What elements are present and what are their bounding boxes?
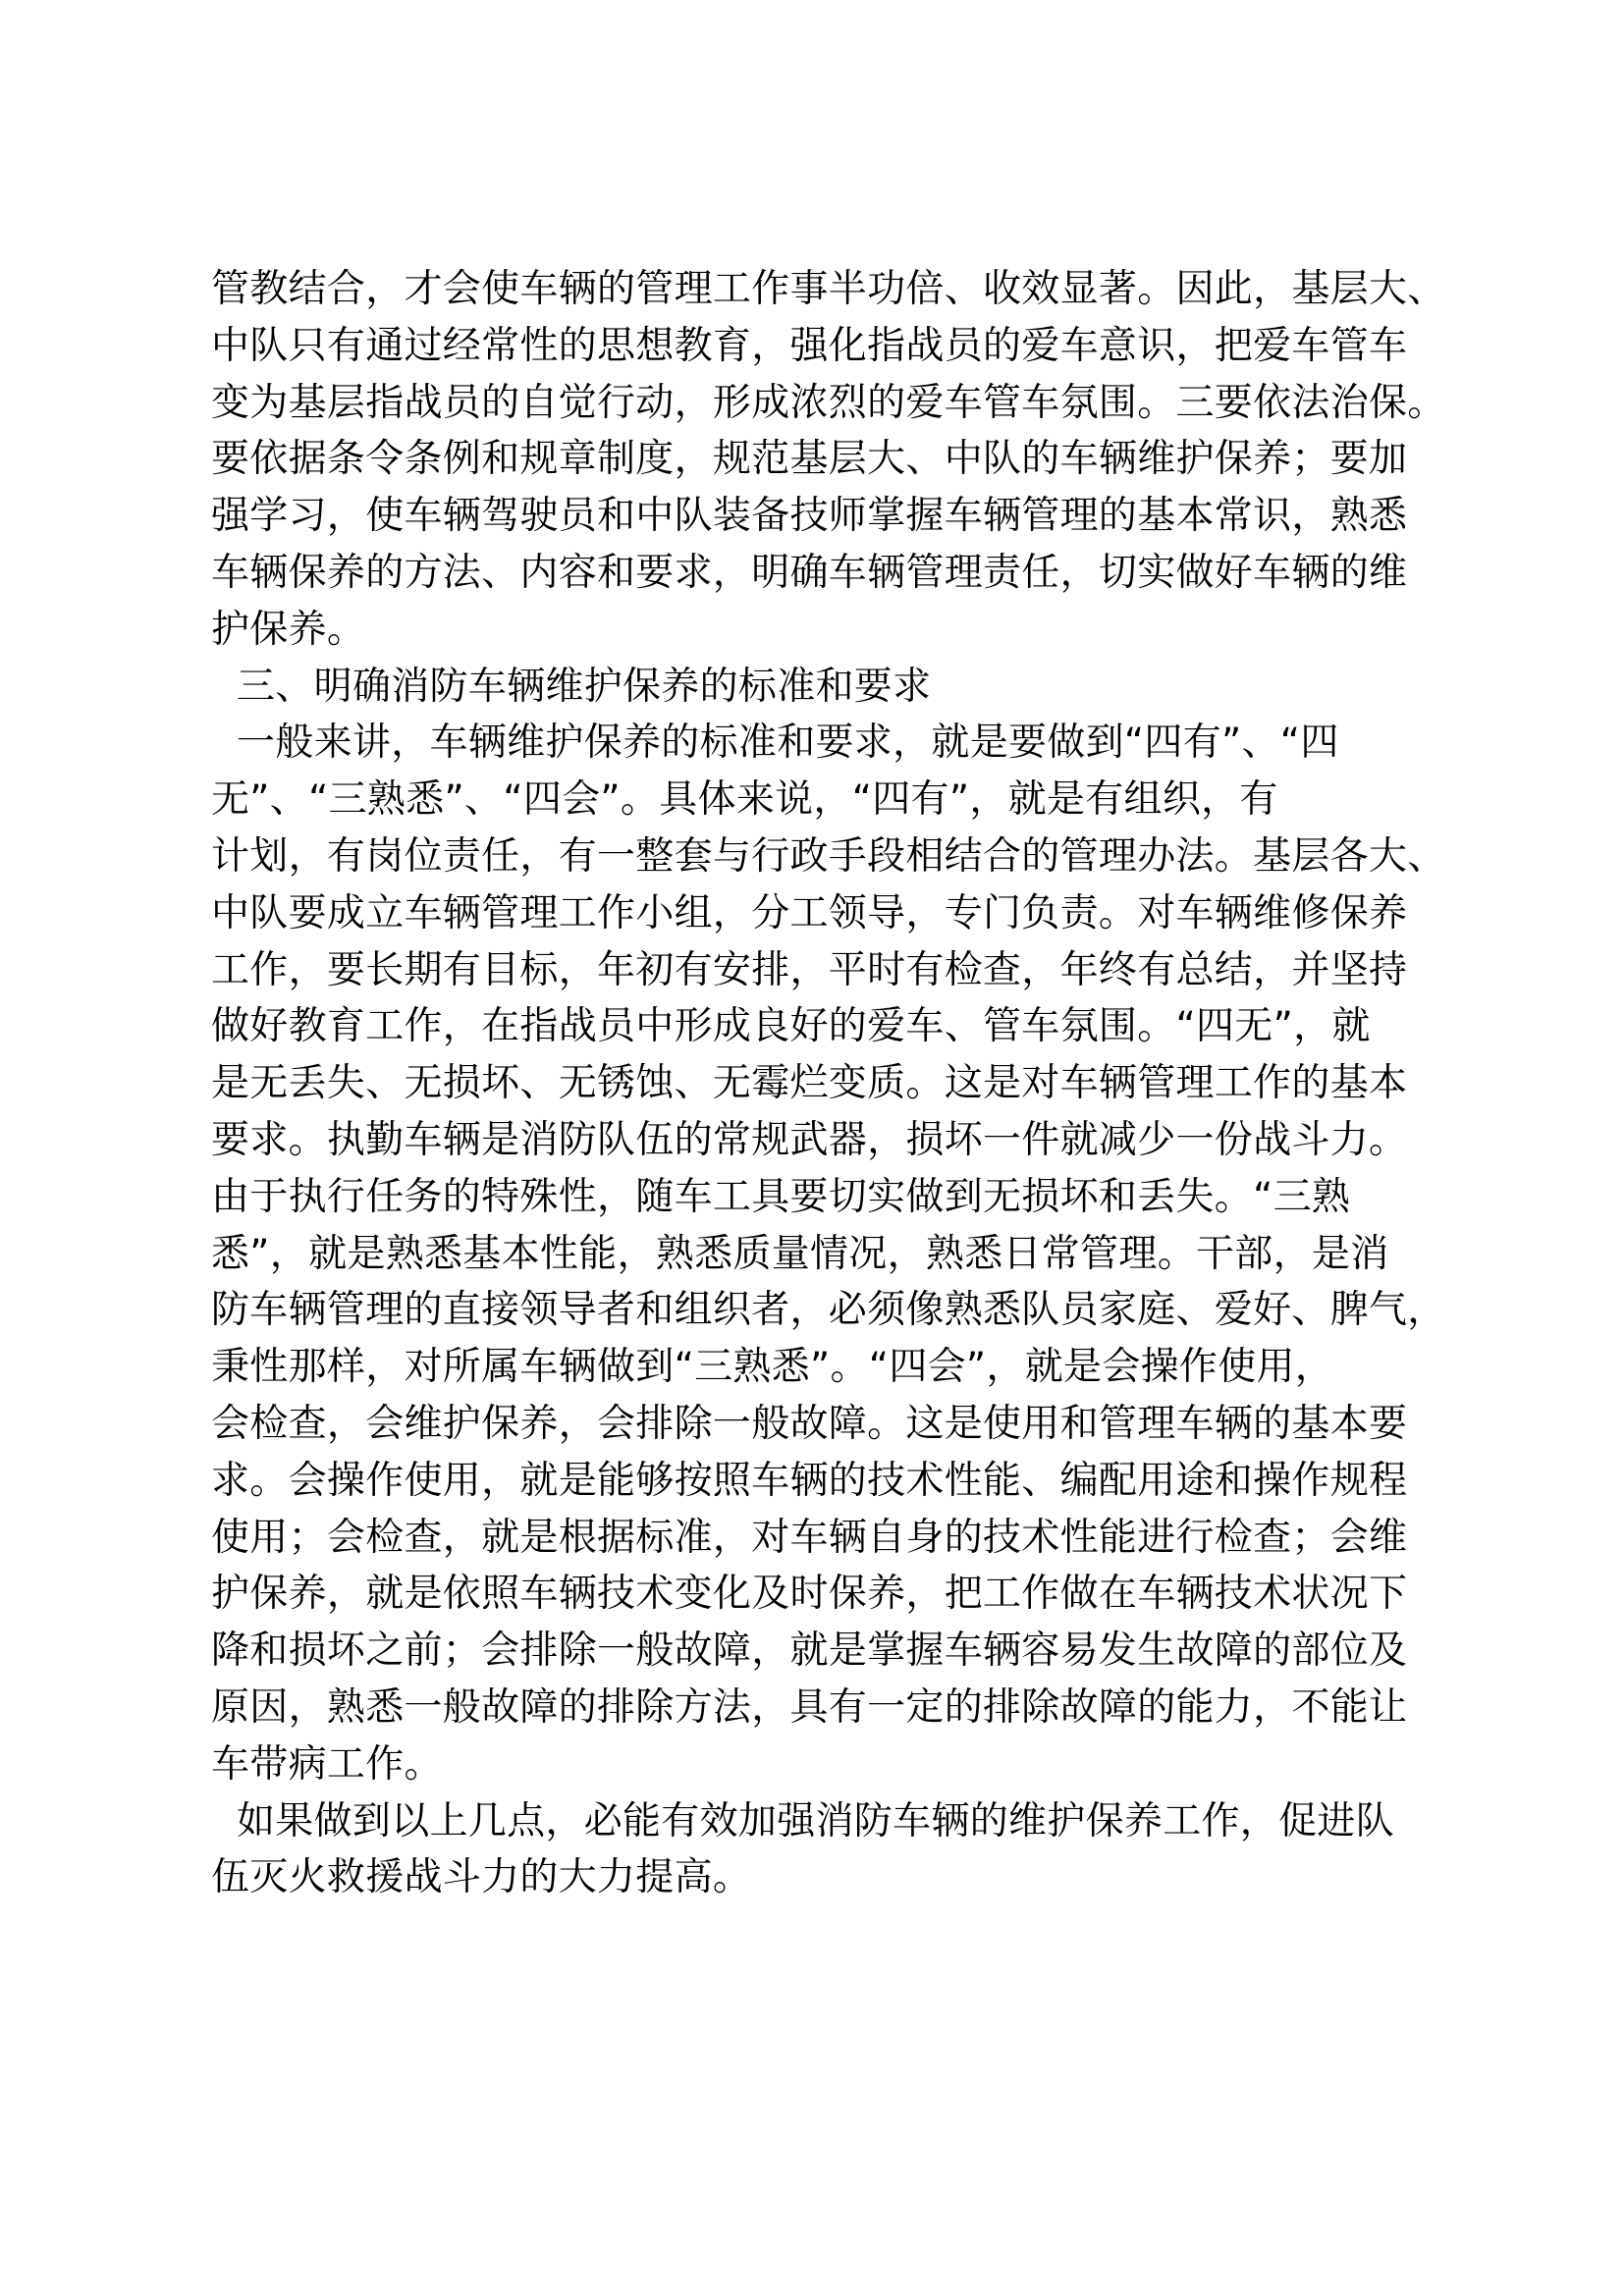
- text-line: 要依据条令条例和规章制度，规范基层大、中队的车辆维护保养；要加: [211, 437, 1408, 482]
- text-line: 防车辆管理的直接领导者和组织者，必须像熟悉队员家庭、爱好、脾气，: [211, 1288, 1446, 1333]
- text-line: 无”、“三熟悉”、“四会”。具体来说，“四有”，就是有组织，有: [211, 777, 1278, 823]
- document-body: [211, 261, 1446, 1906]
- text-line: 原因，熟悉一般故障的排除方法，具有一定的排除故障的能力，不能让: [211, 1684, 1408, 1730]
- text-line: 伍灭火救援战斗力的大力提高。: [211, 1855, 752, 1900]
- text-line: 护保养，就是依照车辆技术变化及时保养，把工作做在车辆技术状况下: [211, 1572, 1408, 1617]
- text-line: 强学习，使车辆驾驶员和中队装备技师掌握车辆管理的基本常识，熟悉: [211, 494, 1408, 539]
- text-line: 如果做到以上几点，必能有效加强消防车辆的维护保养工作，促进队: [237, 1798, 1395, 1843]
- text-line: 是无丢失、无损坏、无锈蚀、无霉烂变质。这是对车辆管理工作的基本: [211, 1061, 1408, 1106]
- text-line: 中队只有通过经常性的思想教育，强化指战员的爱车意识，把爱车管车: [211, 323, 1408, 368]
- text-line: 车带病工作。: [211, 1741, 443, 1787]
- text-line: 一般来讲，车辆维护保养的标准和要求，就是要做到“四有”、“四: [237, 721, 1339, 766]
- text-line: 悉”，就是熟悉基本性能，熟悉质量情况，熟悉日常管理。干部，是消: [211, 1231, 1389, 1276]
- text-line: 求。会操作使用，就是能够按照车辆的技术性能、编配用途和操作规程: [211, 1458, 1408, 1503]
- text-line: 工作，要长期有目标，年初有安排，平时有检查，年终有总结，并坚持: [211, 947, 1408, 992]
- text-line: 管教结合，才会使车辆的管理工作事半功倍、收效显著。因此，基层大、: [211, 267, 1446, 311]
- text-line: 计划，有岗位责任，有一整套与行政手段相结合的管理办法。基层各大、: [211, 833, 1446, 879]
- text-line: 做好教育工作，在指战员中形成良好的爱车、管车氛围。“四无”，就: [211, 1004, 1371, 1049]
- text-line: 变为基层指战员的自觉行动，形成浓烈的爱车管车氛围。三要依法治保。: [211, 380, 1446, 425]
- text-line: 降和损坏之前；会排除一般故障，就是掌握车辆容易发生故障的部位及: [211, 1629, 1408, 1674]
- section-heading: 三、明确消防车辆维护保养的标准和要求: [237, 664, 932, 709]
- text-line: 护保养。: [211, 607, 366, 652]
- text-line: 使用；会检查，就是根据标准，对车辆自身的技术性能进行检查；会维: [211, 1515, 1408, 1560]
- text-line: 由于执行任务的特殊性，随车工具要切实做到无损坏和丢失。“三熟: [211, 1174, 1351, 1219]
- text-line: 车辆保养的方法、内容和要求，明确车辆管理责任，切实做好车辆的维: [211, 550, 1408, 595]
- text-line: 会检查，会维护保养，会排除一般故障。这是使用和管理车辆的基本要: [211, 1401, 1408, 1446]
- text-line: 中队要成立车辆管理工作小组，分工领导，专门负责。对车辆维修保养: [211, 890, 1408, 935]
- text-line: 秉性那样，对所属车辆做到“三熟悉”。“四会”，就是会操作使用，: [211, 1345, 1334, 1390]
- text-line: 要求。执勤车辆是消防队伍的常规武器，损坏一件就减少一份战斗力。: [211, 1117, 1408, 1162]
